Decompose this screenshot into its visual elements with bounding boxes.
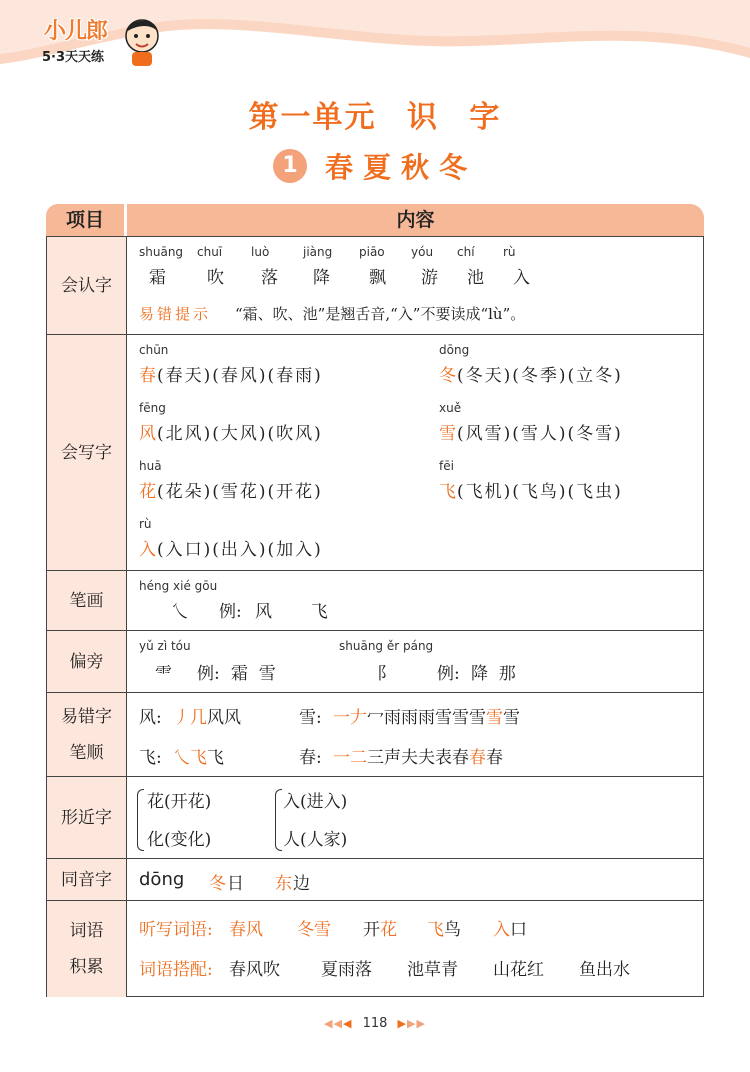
radical-glyph: ⻗ [155, 664, 172, 684]
next-arrows-icon: ▶▶ [407, 1017, 426, 1030]
stroke-order-char: 飞: [139, 748, 162, 768]
write-char: 冬 [439, 366, 456, 386]
dictation-word: 春风 [229, 920, 263, 940]
pinyin-label: fēng [139, 401, 166, 415]
radical-content [127, 631, 703, 693]
match-phrase: 鱼出水 [579, 960, 630, 980]
row-vocabulary [47, 900, 703, 997]
write-words: (飞机)(飞鸟)(飞虫) [457, 482, 623, 502]
stroke-step: 春 [486, 748, 503, 768]
stroke-step: 夫 [418, 748, 435, 768]
lesson-title: 春夏秋冬 [324, 151, 477, 184]
recognize-char: 飘 [369, 268, 386, 288]
pinyin-label: chuī [197, 245, 223, 259]
row-label: 偏旁 [47, 631, 127, 693]
pinyin-label: piāo [359, 245, 385, 259]
stroke-step: 雪 [469, 708, 486, 728]
dictation-word: 开花 [363, 920, 397, 940]
pinyin-label: xuě [439, 401, 462, 415]
homophone-char: 东 [275, 874, 292, 894]
row-label: 易错字 笔顺 [47, 693, 127, 777]
lesson-number: 1 [273, 149, 307, 183]
write-char: 入 [139, 540, 156, 560]
tip-text: “霜、吹、池”是翘舌音,“入”不要读成“lù”。 [235, 305, 526, 323]
write-words: (花朵)(雪花)(开花) [157, 482, 323, 502]
pinyin-label: dōng [439, 343, 470, 357]
write-char: 花 [139, 482, 156, 502]
write-char: 飞 [439, 482, 456, 502]
row-recognize [47, 237, 703, 334]
recognize-char: 降 [313, 268, 330, 288]
homophone-suffix: 日 [227, 874, 244, 894]
recognize-char: 池 [467, 268, 484, 288]
stroke-order-char: 春: [299, 748, 322, 768]
stroke-content [127, 571, 703, 631]
write-content [127, 335, 703, 571]
stroke-step: 一 [333, 748, 350, 768]
stroke-step: 表 [435, 748, 452, 768]
match-phrase: 夏雨落 [321, 960, 372, 980]
pinyin-label: jiàng [303, 245, 333, 259]
row-write [47, 334, 703, 571]
page-footer [0, 1016, 750, 1031]
stroke-step: 声 [384, 748, 401, 768]
match-phrase: 池草青 [407, 960, 458, 980]
lesson-heading [0, 146, 750, 186]
pinyin-label: yóu [411, 245, 434, 259]
stroke-step: 乀 [173, 748, 190, 768]
unit-title: 第一单元 识 字 [248, 100, 502, 135]
knowledge-table [46, 204, 704, 997]
stroke-step: 春 [469, 748, 486, 768]
pinyin-label: rù [139, 517, 152, 531]
stroke-step: 𠂇 [350, 708, 367, 728]
brand-logo [38, 14, 158, 70]
homophone-pinyin: dōng [139, 869, 185, 890]
row-label: 会写字 [47, 335, 127, 571]
stroke-step: 雪 [503, 708, 520, 728]
match-label: 词语搭配: [139, 960, 213, 980]
pinyin-label: fēi [439, 459, 454, 473]
brand-name: 小儿郎 [44, 19, 108, 44]
stroke-step: 三 [367, 748, 384, 768]
pinyin-label: huā [139, 459, 162, 473]
homophone-char: 冬 [209, 874, 226, 894]
stroke-step: 春 [452, 748, 469, 768]
homophone-suffix: 边 [293, 874, 310, 894]
row-label: 会认字 [47, 237, 127, 334]
write-char: 风 [139, 424, 156, 444]
radical-glyph: 阝 [377, 664, 394, 684]
stroke-order-content [127, 693, 703, 777]
similar-word: 化(变化) [147, 830, 212, 850]
radical-example-label: 例: [437, 664, 460, 684]
stroke-glyph: 乀 [171, 602, 188, 622]
row-label: 笔画 [47, 571, 127, 631]
row-label: 同音字 [47, 859, 127, 901]
stroke-sequence [333, 743, 503, 768]
stroke-step: 雨 [418, 708, 435, 728]
pinyin-label: chí [457, 245, 475, 259]
similar-word: 入(进入) [283, 792, 348, 812]
pinyin-label: luò [251, 245, 270, 259]
radical-example-label: 例: [197, 664, 220, 684]
stroke-step: 几 [190, 708, 207, 728]
row-stroke-order [47, 692, 703, 777]
write-words: (北风)(大风)(吹风) [157, 424, 323, 444]
radical-pinyin: shuāng ěr páng [339, 639, 434, 653]
match-phrase: 春风吹 [229, 960, 280, 980]
stroke-step: 雪 [486, 708, 503, 728]
stroke-step: 飞 [190, 748, 207, 768]
pinyin-label: chūn [139, 343, 169, 357]
row-similar [47, 776, 703, 859]
dictation-word: 飞鸟 [427, 920, 461, 940]
stroke-sequence [333, 703, 520, 728]
match-phrase: 山花红 [493, 960, 544, 980]
stroke-example-label: 例: [219, 602, 242, 622]
stroke-order-char: 雪: [299, 708, 322, 728]
stroke-step: 雨 [401, 708, 418, 728]
write-char: 雪 [439, 424, 456, 444]
pinyin-label: shuāng [139, 245, 184, 259]
dictation-word: 入口 [493, 920, 527, 940]
mascot-icon [118, 14, 166, 68]
write-char: 春 [139, 366, 156, 386]
stroke-sequence [173, 703, 241, 728]
row-stroke [47, 570, 703, 631]
prev-arrows-icon: ◀◀ [324, 1017, 343, 1030]
write-words: (春天)(春风)(春雨) [157, 366, 323, 386]
stroke-step: 二 [350, 748, 367, 768]
write-words: (冬天)(冬季)(立冬) [457, 366, 623, 386]
prev-arrow-icon: ◀ [342, 1017, 353, 1030]
dictation-label: 听写词语: [139, 920, 213, 940]
brand-series: 5·3天天练 [42, 50, 105, 65]
radical-example: 降 那 [471, 664, 516, 684]
dictation-word: 冬雪 [297, 920, 331, 940]
write-words: (入口)(出入)(加入) [157, 540, 323, 560]
stroke-step: 雪 [435, 708, 452, 728]
stroke-order-char: 风: [139, 708, 162, 728]
vocabulary-content [127, 901, 703, 997]
similar-word: 人(人家) [283, 830, 348, 850]
stroke-step: 风 [224, 708, 241, 728]
stroke-step: 雪 [452, 708, 469, 728]
recognize-char: 落 [261, 268, 278, 288]
next-arrow-icon: ▶ [397, 1017, 408, 1030]
similar-word: 花(开花) [147, 792, 212, 812]
stroke-step: 丿 [173, 708, 190, 728]
stroke-step: 冖 [367, 708, 384, 728]
homophone-content [127, 859, 703, 901]
row-homophone [47, 858, 703, 901]
write-words: (风雪)(雪人)(冬雪) [457, 424, 623, 444]
pinyin-label: rù [503, 245, 516, 259]
header-content: 内容 [127, 204, 704, 236]
recognize-char: 吹 [207, 268, 224, 288]
page-number: 118 [362, 1016, 388, 1031]
stroke-sequence [173, 743, 224, 768]
stroke-pinyin: héng xié gōu [139, 579, 218, 593]
stroke-step: 雨 [384, 708, 401, 728]
recognize-char: 游 [421, 268, 438, 288]
brace-icon [275, 789, 282, 851]
row-label: 词语 积累 [47, 901, 127, 997]
stroke-step: 风 [207, 708, 224, 728]
recognize-char: 入 [513, 268, 530, 288]
recognize-char: 霜 [149, 268, 166, 288]
table-body [46, 236, 704, 997]
similar-content [127, 777, 703, 859]
row-radical [47, 630, 703, 693]
row-label: 形近字 [47, 777, 127, 859]
stroke-step: 一 [333, 708, 350, 728]
stroke-step: 夫 [401, 748, 418, 768]
stroke-example: 风 飞 [255, 602, 328, 622]
brace-icon [137, 789, 144, 851]
recognize-content [127, 237, 703, 334]
radical-example: 霜 雪 [231, 664, 276, 684]
header-item: 项目 [46, 204, 124, 236]
tip-label: 易错提示 [139, 305, 212, 323]
radical-pinyin: yǔ zì tóu [139, 639, 191, 653]
stroke-step: 飞 [207, 748, 224, 768]
